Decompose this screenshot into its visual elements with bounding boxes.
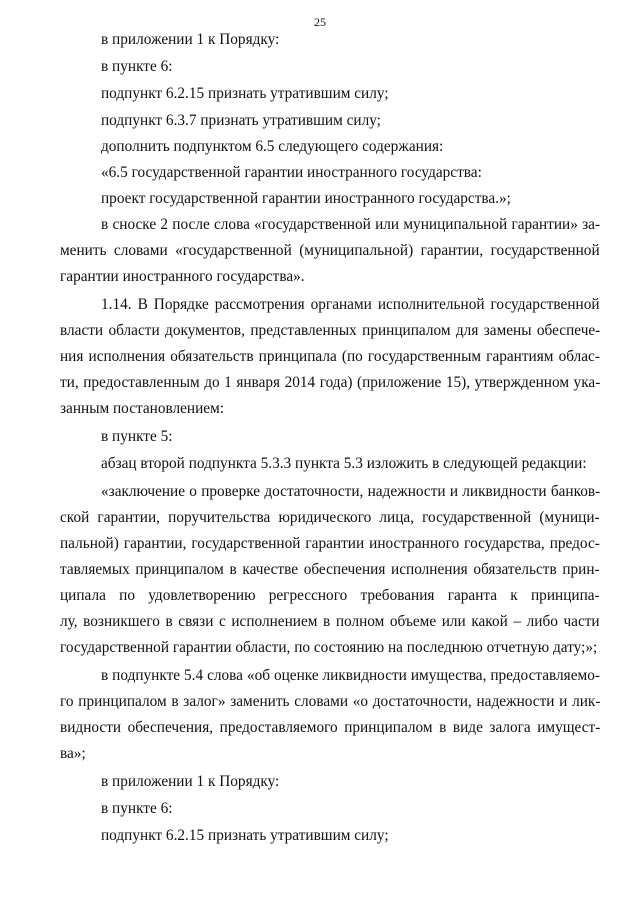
text-line: видности обеспечения, предоставляемого принципалом в виде залога имущест- <box>60 719 601 736</box>
text-line: ва»; <box>60 745 86 762</box>
text-line: тавляемых принципалом в качестве обеспечения исполнения обязательств прин- <box>60 561 600 578</box>
text-line: «6.5 государственной гарантии иностранного государства: <box>101 164 482 181</box>
text-line: 1.14. В Порядке рассмотрения органами исполнительной государственной <box>101 296 600 313</box>
text-line: занным постановлением: <box>60 400 225 417</box>
text-line: дополнить подпунктом 6.5 следующего содержания: <box>101 138 444 155</box>
text-line: подпункт 6.2.15 признать утратившим силу; <box>101 85 389 102</box>
text-line: в сноске 2 после слова «государственной или муниципальной гарантии» за- <box>101 216 601 233</box>
text-line: ципала по удовлетворению регрессного требования гаранта к принципа- <box>60 587 600 604</box>
text-line: ти, предоставленным до 1 января 2014 года) (приложение 15), утвержденном ука- <box>60 374 601 391</box>
text-line: лу, возникшего в связи с исполнением в полном объеме или какой – либо части <box>60 613 600 630</box>
text-line: подпункт 6.3.7 признать утратившим силу; <box>101 112 381 129</box>
text-line: ния исполнения обязательств принципала (по государственным гарантиям облас- <box>60 348 600 365</box>
text-line: гарантии иностранного государства». <box>60 268 305 285</box>
text-line: ской гарантии, поручительства юридического лица, государственной (муници- <box>60 509 600 526</box>
text-line: абзац второй подпункта 5.3.3 пункта 5.3 изложить в следующей редакции: <box>101 455 587 472</box>
page-number: 25 <box>314 15 326 29</box>
text-line: «заключение о проверке достаточности, надежности и ликвидности банков- <box>101 483 601 500</box>
text-line: пальной) гарантии, государственной гарантии иностранного государства, предос- <box>60 535 600 552</box>
text-line: го принципалом в залог» заменить словами «о достаточности, надежности и лик- <box>60 693 601 710</box>
text-line: в пункте 6: <box>101 58 173 75</box>
text-line: в подпункте 5.4 слова «об оценке ликвидности имущества, предоставляемо- <box>101 667 600 684</box>
text-line: в приложении 1 к Порядку: <box>101 773 280 790</box>
text-line: в пункте 6: <box>101 800 173 817</box>
text-line: подпункт 6.2.15 признать утратившим силу; <box>101 827 389 844</box>
text-line: в пункте 5: <box>101 428 173 445</box>
text-line: власти области документов, представленных принципалом для замены обеспече- <box>60 322 601 339</box>
text-line: в приложении 1 к Порядку: <box>101 31 280 48</box>
text-line: проект государственной гарантии иностранного государства.»; <box>101 190 511 207</box>
text-line: менить словами «государственной (муниципальной) гарантии, государственной <box>60 242 600 259</box>
text-line: государственной гарантии области, по состоянию на последнюю отчетную дату;»; <box>60 639 598 656</box>
